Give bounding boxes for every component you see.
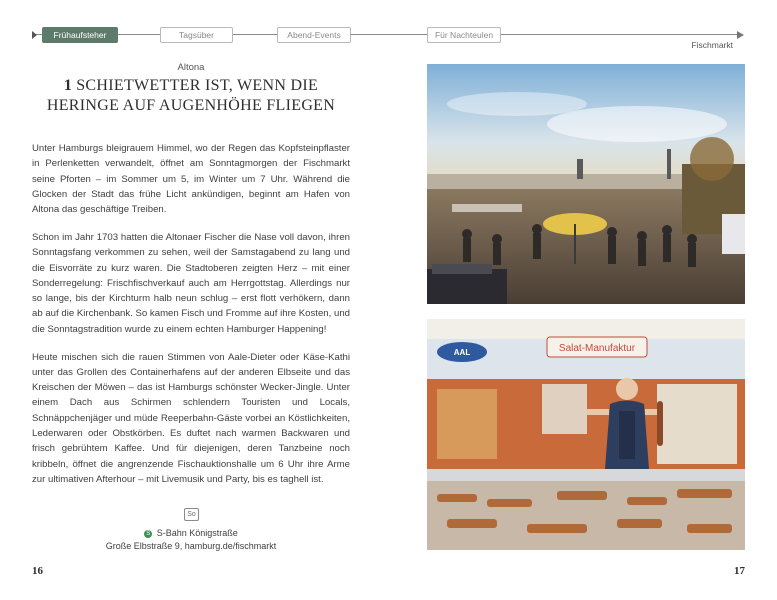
fish-stall-vendor-photo <box>427 319 745 550</box>
nav-end-arrow <box>737 31 744 39</box>
article-title <box>32 76 350 116</box>
transit-name: S-Bahn <box>156 528 187 538</box>
title-line-2: HERINGE AUF AUGENHÖHE FLIEGEN <box>46 97 336 114</box>
section-label: Fischmarkt <box>691 40 733 50</box>
aal-logo-text: AAL <box>453 348 471 357</box>
tab-abend-events[interactable]: Abend-Events <box>277 27 351 43</box>
nav-start-marker <box>32 31 37 39</box>
fish-market-crowd-photo <box>427 64 745 304</box>
page-number-right: 17 <box>734 565 745 577</box>
tab-fuer-nachteulen[interactable]: Für Nachteulen <box>427 27 501 43</box>
tab-tagsueber[interactable]: Tagsüber <box>160 27 233 43</box>
chapter-navigation <box>32 26 744 44</box>
paragraph-1: Unter Hamburgs bleigrauem Himmel, wo der Regen das Kopfsteinpflaster in Perlenketten verwandelt, öffnet am Sonntagmorgen der Fischmarkt seine Pforten – im Sommer um 5, im Winter um 7 Uhr. Während die Glocken der Stadt das frühe Licht ankündigen, beginnt am Hafen von Altona das geschäftige Treiben. <box>32 143 350 216</box>
paragraph-3: Heute mischen sich die rauen Stimmen von Aale-Dieter oder Käse-Kathi unter das Grollen des Containerhafens auf der anderen Elbseite und das Kreischen der Möwen – das ist Hamburgs schönster Wecker-Jingle. Unter einem Dach aus Schirmen schlendern Touristen und Locals, Schnäppchenjäger und müde Reeperbahn-Gäste vorbei an Köstlichkeiten, Lederwaren oder Obstkörben. Es duftet nach warmen Backwaren und frisch gebrühtem Kaffee. Und für diejenigen, deren Tanzbeine noch kribbeln, öffnet die angrenzende Fischauktionshalle um 6 Uhr ihre Arme zur ultimativen Afterhour – mit Livemusik und Party, bis es taghell ist. <box>32 351 350 485</box>
sunday-badge: So <box>184 508 199 521</box>
s-bahn-icon: S <box>146 530 151 537</box>
article-number: 1 <box>63 77 73 94</box>
article-body <box>32 141 350 500</box>
title-line-1: SCHIETWETTER IST, WENN DIE <box>76 77 319 94</box>
paragraph-2: Schon im Jahr 1703 hatten die Altonaer Fischer die Nase voll davon, ihren Sonntagsfang verkommen zu sehen, weil der Samstagabend zu lang und die Eisvorräte zu kurz waren. Die Stadtoberen zeigten Herz – mit einer Sonderregelung: Frischfischverkauf auch am Herrgottstag. Allerdings nur so lange, bis der Kirchturm halb neun schlug – erst flott verhökern, dann ab auf die Kirchenbank. So kamen Fisch und Fromme auf ihre Kosten, und die Sonntagstradition wurde zu einem echten Hamburger Happening! <box>32 231 350 335</box>
nav-timeline <box>32 34 738 35</box>
transit-line <box>32 527 350 540</box>
location-info <box>32 527 350 553</box>
address[interactable]: Große Elbstraße 9, hamburg.de/fischmarkt <box>105 541 277 551</box>
transit-station: Königstraße <box>189 528 238 538</box>
shop-sign-text: Salat-Manufaktur <box>558 343 636 354</box>
tab-fruehaufsteher[interactable]: Frühaufsteher <box>42 27 118 43</box>
district-label: Altona <box>177 62 205 73</box>
page-number-left: 16 <box>32 565 43 577</box>
